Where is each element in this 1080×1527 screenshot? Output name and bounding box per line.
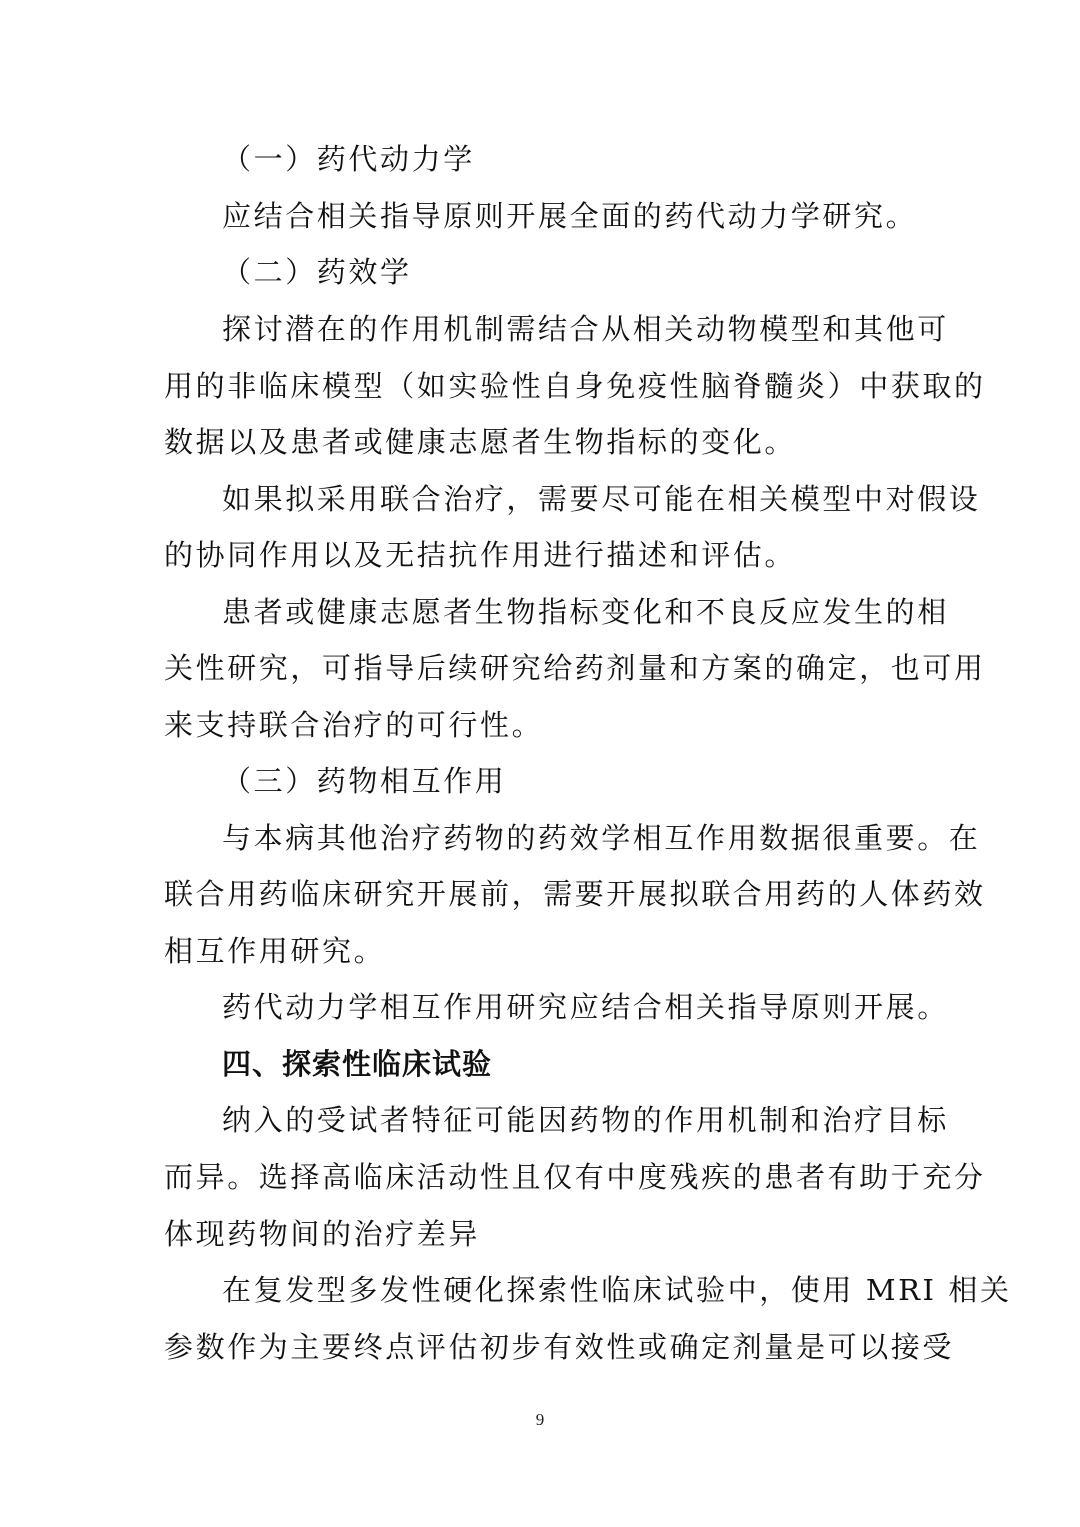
paragraph-line: 数据以及患者或健康志愿者生物指标的变化。 (164, 425, 797, 459)
paragraph-line: 参数作为主要终点评估初步有效性或确定剂量是可以接受 (164, 1330, 955, 1364)
paragraph-line: 而异。选择高临床活动性且仅有中度残疾的患者有助于充分 (164, 1160, 986, 1194)
paragraph-line: 与本病其他治疗药物的药效学相互作用数据很重要。在 (222, 821, 981, 855)
section-heading-drug-interactions: （三）药物相互作用 (222, 764, 507, 798)
paragraph-line: 如果拟采用联合治疗，需要尽可能在相关模型中对假设 (222, 482, 981, 516)
section-heading-pharmacodynamics: （二）药效学 (222, 255, 412, 289)
paragraph-line: 在复发型多发性硬化探索性临床试验中，使用 MRI 相关 (222, 1273, 1012, 1307)
paragraph-line: 探讨潜在的作用机制需结合从相关动物模型和其他可 (222, 312, 949, 346)
paragraph-line: 相互作用研究。 (164, 934, 386, 968)
page-number: 9 (535, 1410, 545, 1429)
paragraph-line: 患者或健康志愿者生物指标变化和不良反应发生的相 (222, 595, 949, 629)
paragraph-line: 联合用药临床研究开展前，需要开展拟联合用药的人体药效 (164, 877, 986, 911)
paragraph-line: 体现药物间的治疗差异 (164, 1217, 481, 1251)
paragraph-line: 关性研究，可指导后续研究给药剂量和方案的确定，也可用 (164, 651, 986, 685)
paragraph-line: 药代动力学相互作用研究应结合相关指导原则开展。 (222, 990, 949, 1024)
paragraph-line: 应结合相关指导原则开展全面的药代动力学研究。 (222, 199, 918, 233)
paragraph-line: 的协同作用以及无拮抗作用进行描述和评估。 (164, 538, 797, 572)
paragraph-line: 来支持联合治疗的可行性。 (164, 708, 544, 742)
section-heading-exploratory-trials: 四、探索性临床试验 (222, 1047, 493, 1081)
paragraph-line: 用的非临床模型（如实验性自身免疫性脑脊髓炎）中获取的 (164, 369, 986, 403)
section-heading-pharmacokinetics: （一）药代动力学 (222, 142, 475, 176)
paragraph-line: 纳入的受试者特征可能因药物的作用机制和治疗目标 (222, 1103, 949, 1137)
